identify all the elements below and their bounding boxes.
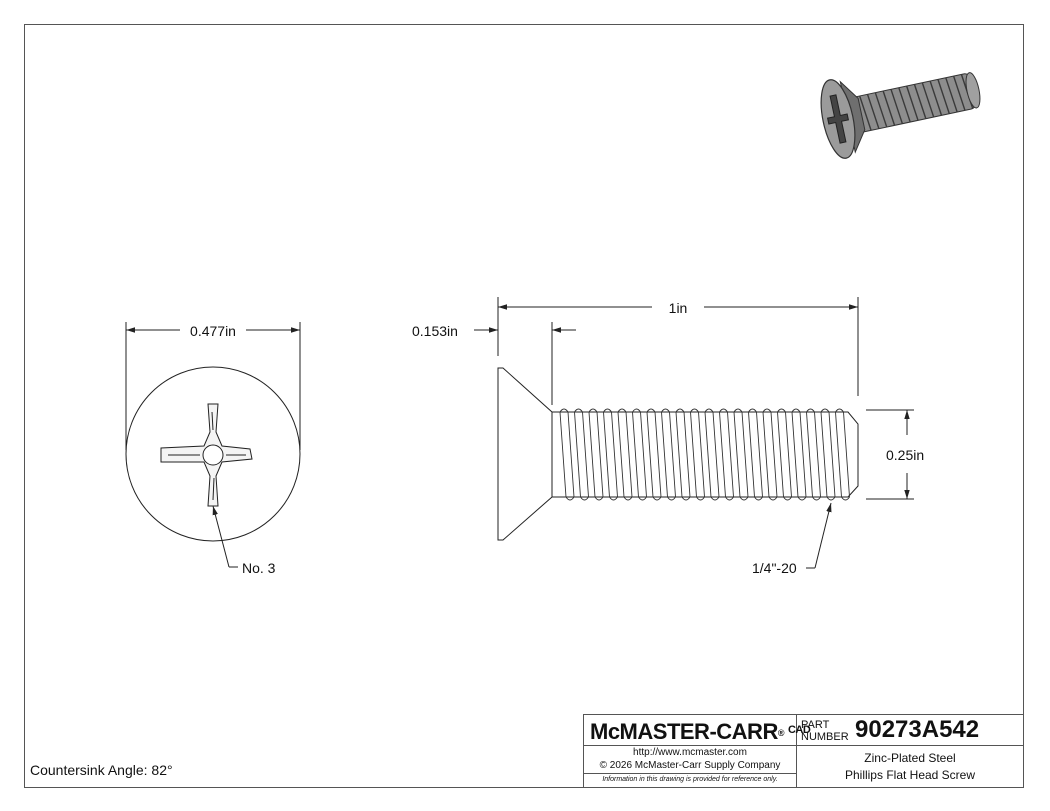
thread-crest xyxy=(691,409,705,500)
thread-crest xyxy=(705,409,719,500)
copyright-text: © 2026 McMaster-Carr Supply Company xyxy=(599,760,781,771)
material-text: Zinc-Plated Steel xyxy=(864,751,956,765)
thread-crest xyxy=(560,409,574,500)
thread-crest xyxy=(604,409,618,500)
thread-crest xyxy=(647,409,661,500)
head-height-label: 0.153in xyxy=(412,323,458,339)
thread-crest xyxy=(676,409,690,500)
thread-crest xyxy=(807,409,821,500)
thread-crest xyxy=(633,409,647,500)
thread-crest xyxy=(662,409,676,500)
thread-leader xyxy=(806,503,831,568)
part-label-line1: PART xyxy=(801,719,830,731)
registered-mark: ® xyxy=(777,728,784,739)
screw-3d-render xyxy=(815,50,987,161)
thread-crest xyxy=(749,409,763,500)
thread-crest xyxy=(589,409,603,500)
title-block xyxy=(583,714,1024,788)
description-text: Phillips Flat Head Screw xyxy=(844,768,976,782)
brand-logo xyxy=(584,715,811,746)
countersink-note: Countersink Angle: 82° xyxy=(30,762,173,778)
brand-name: McMASTER-CARR xyxy=(590,719,778,744)
thread-crest xyxy=(618,409,632,500)
thread-crest xyxy=(720,409,734,500)
disclaimer-text: Information in this drawing is provided for reference only. xyxy=(584,773,796,783)
part-label-line2: NUMBER xyxy=(801,731,849,743)
length-label: 1in xyxy=(668,300,688,316)
thread-crest xyxy=(763,409,777,500)
part-number-caption xyxy=(797,715,849,746)
part-description xyxy=(797,746,1023,788)
drive-size-label: No. 3 xyxy=(242,560,276,576)
thread-diameter-label: 0.25in xyxy=(886,447,925,463)
cad-mark: CAD xyxy=(787,724,811,736)
thread-crest xyxy=(821,409,835,500)
head-top-view xyxy=(126,367,300,541)
thread-crest xyxy=(778,409,792,500)
thread-crest xyxy=(734,409,748,500)
thread-crest xyxy=(836,409,850,500)
head-diameter-label: 0.477in xyxy=(190,323,236,339)
drive-leader xyxy=(213,506,238,567)
thread-crest xyxy=(575,409,589,500)
part-number: 90273A542 xyxy=(849,715,1023,746)
website-url: http://www.mcmaster.com xyxy=(633,747,747,758)
company-info xyxy=(584,746,797,788)
thread-crest xyxy=(792,409,806,500)
thread-spec-label: 1/4"-20 xyxy=(752,560,797,576)
